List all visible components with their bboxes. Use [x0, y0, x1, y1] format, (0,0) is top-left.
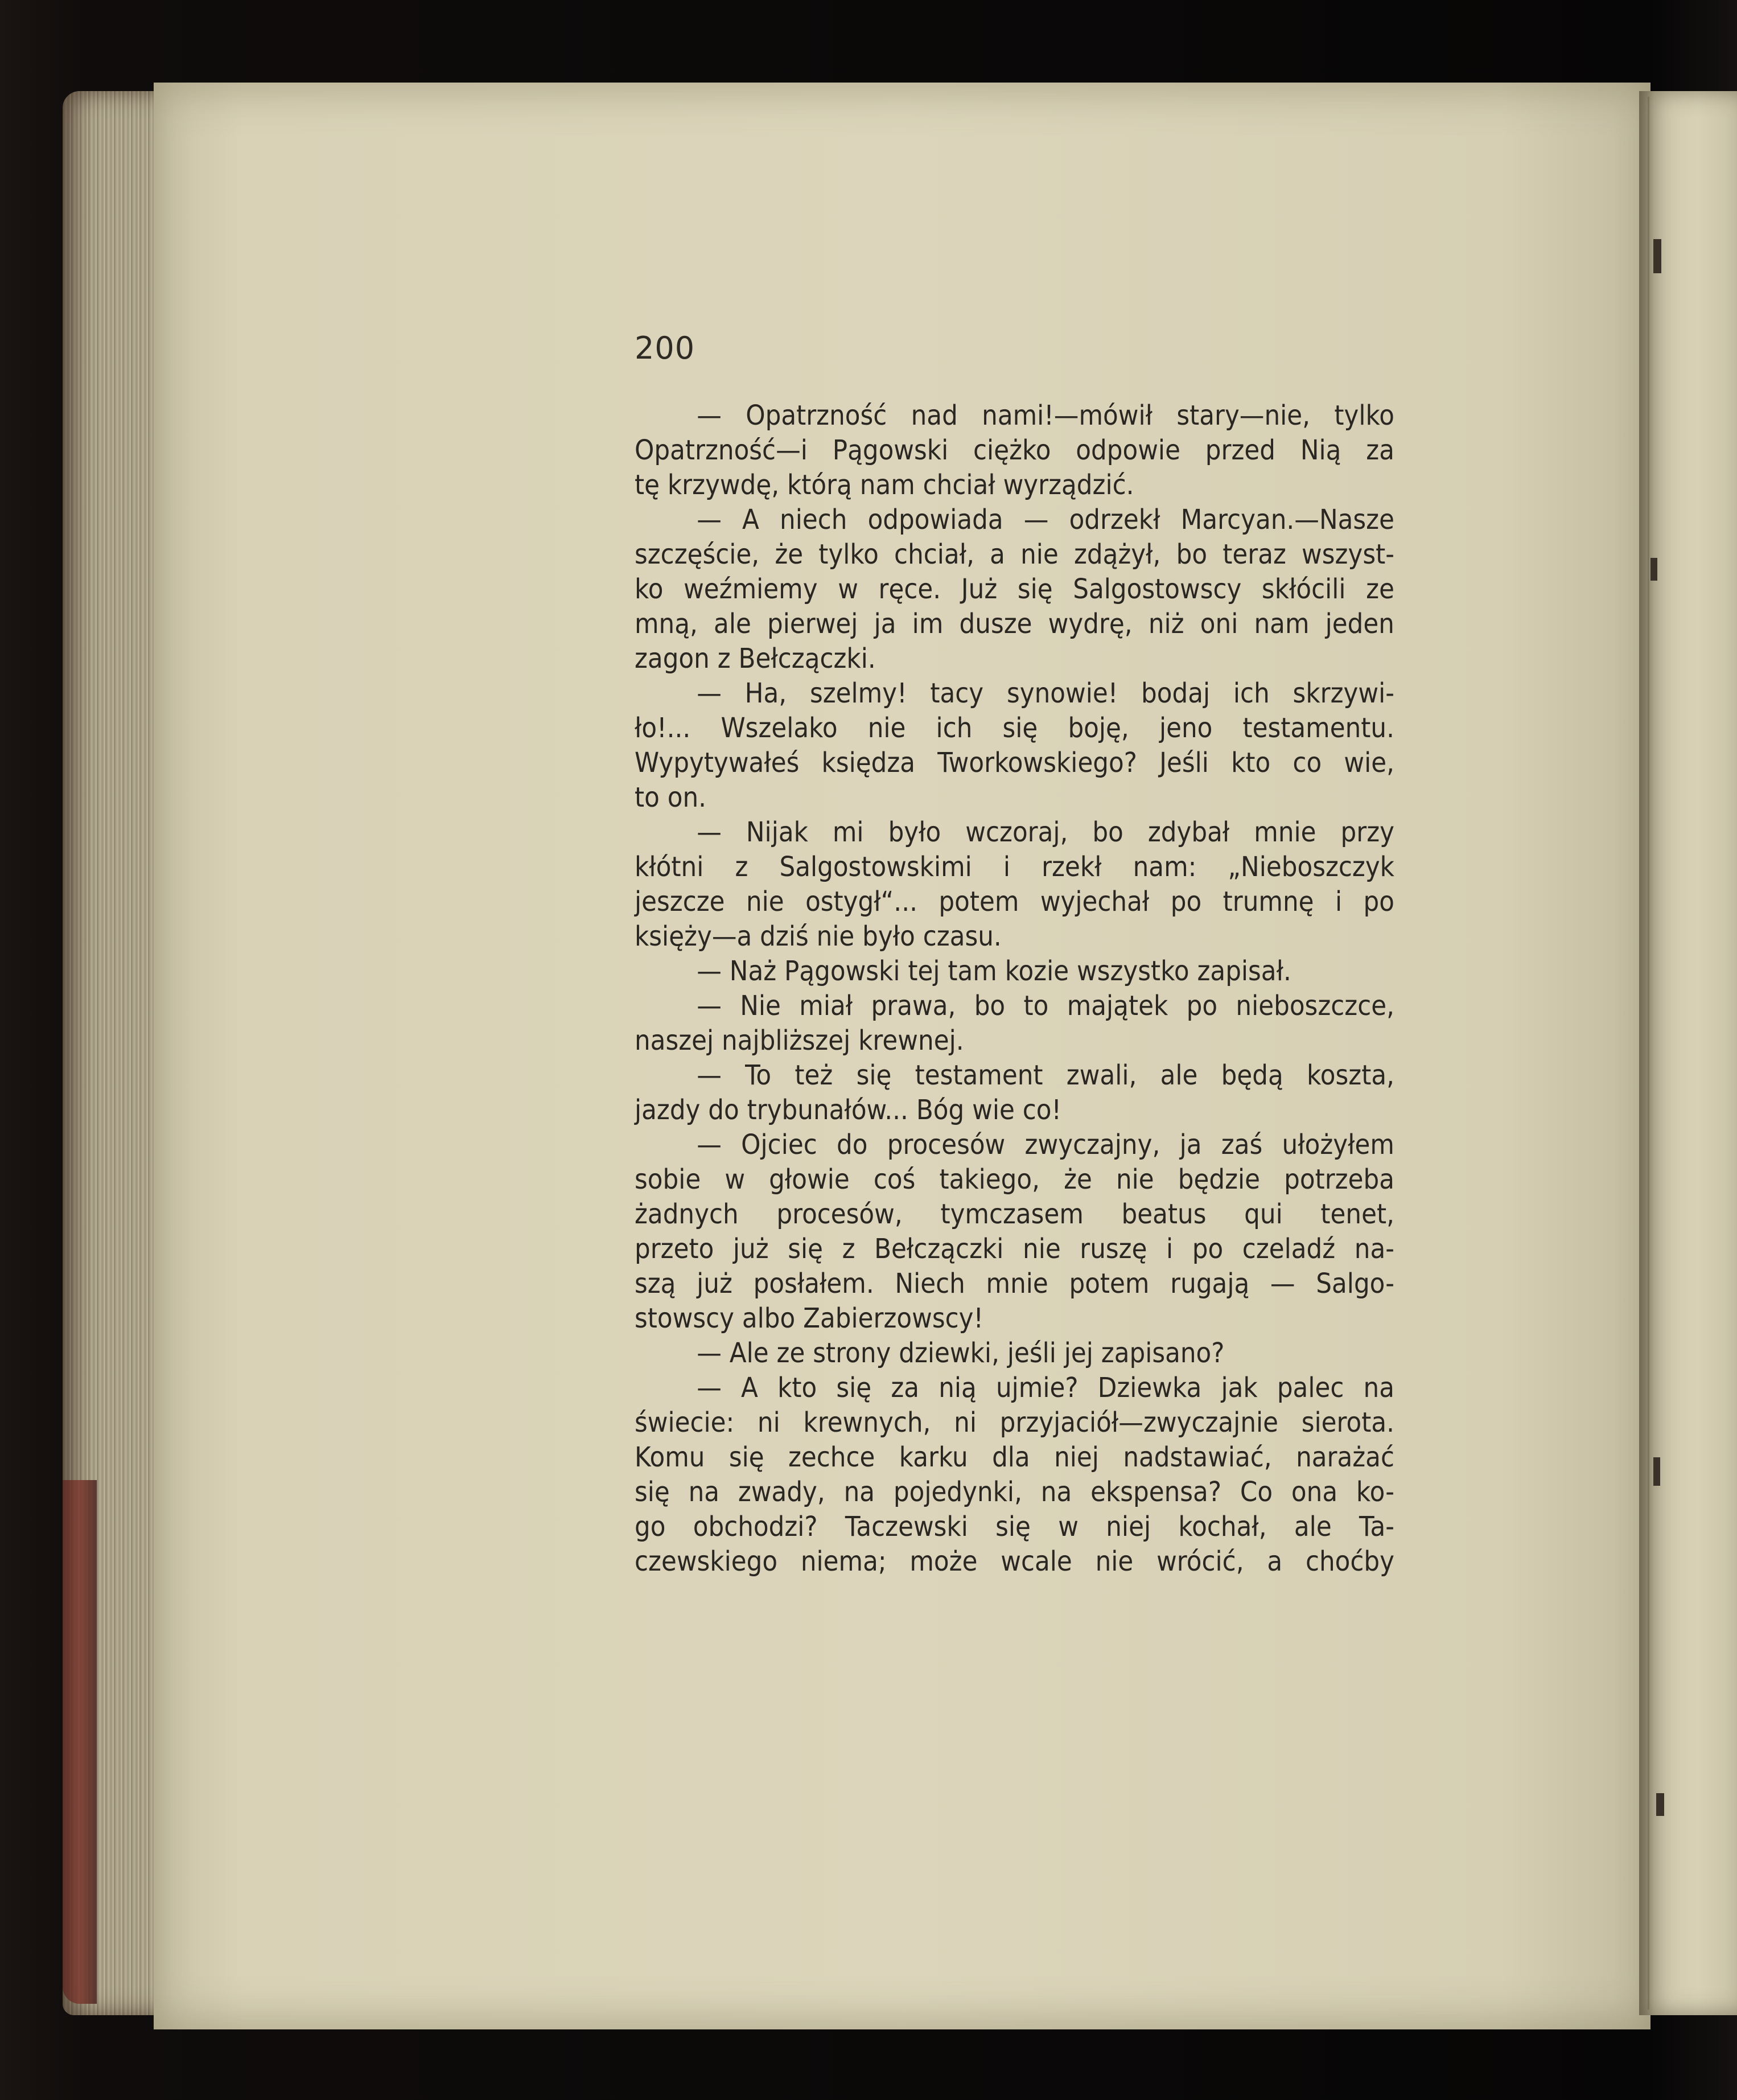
page-number: 200	[635, 330, 695, 366]
text-line: czewskiego niema; może wcale nie wrócić, a choćby	[635, 1546, 1394, 1577]
text-line: Komu się zechce karku dla niej nadstawiać, narażać	[635, 1441, 1394, 1473]
text-line: się na zwady, na pojedynki, na ekspensa? Co ona ko-	[635, 1476, 1394, 1508]
text-line: szą już posłałem. Niech mnie potem rugają — Salgo-	[635, 1268, 1394, 1300]
text-line: — Ojciec do procesów zwyczajny, ja zaś ułożyłem	[697, 1129, 1394, 1161]
text-line: — A niech odpowiada — odrzekł Marcyan.—Nasze	[697, 504, 1394, 536]
text-line: żadnych procesów, tymczasem beatus qui tenet,	[635, 1198, 1394, 1230]
text-line: — Ale ze strony dziewki, jeśli jej zapisano?	[697, 1337, 1225, 1369]
text-line: szczęście, że tylko chciał, a nie zdążył, bo teraz wszyst-	[635, 539, 1394, 570]
text-line: stowscy albo Zabierzowscy!	[635, 1302, 983, 1334]
body-text	[635, 398, 1394, 1579]
text-line: Wypytywałeś księdza Tworkowskiego? Jeśli kto co wie,	[635, 747, 1394, 779]
text-line: jeszcze nie ostygł“... potem wyjechał po trumnę i po	[635, 886, 1394, 918]
text-line: go obchodzi? Taczewski się w niej kochał, ale Ta-	[635, 1511, 1394, 1543]
text-line: naszej najbliższej krewnej.	[635, 1025, 964, 1057]
book-cover-edge	[63, 1480, 97, 2004]
text-line: — Nie miał prawa, bo to majątek po nieboszczce,	[697, 990, 1394, 1022]
text-line: ło!... Wszelako nie ich się boję, jeno testamentu.	[635, 712, 1394, 744]
text-line: — A kto się za nią ujmie? Dziewka jak palec na	[697, 1372, 1394, 1404]
binding-mark	[1656, 1793, 1664, 1816]
text-line: tę krzywdę, którą nam chciał wyrządzić.	[635, 469, 1134, 501]
text-line: zagon z Bełczączki.	[635, 643, 876, 675]
text-line: przeto już się z Bełczączki nie ruszę i po czeladź na-	[635, 1233, 1394, 1265]
text-line: — Ha, szelmy! tacy synowie! bodaj ich skrzywi-	[697, 677, 1394, 709]
gutter-line	[1648, 97, 1649, 2009]
text-line: ko weźmiemy w ręce. Już się Salgostowscy skłócili ze	[635, 573, 1394, 605]
text-line: — Nijak mi było wczoraj, bo zdybał mnie przy	[697, 816, 1394, 848]
text-line: Opatrzność—i Pągowski ciężko odpowie przed Nią za	[635, 434, 1394, 466]
text-line: świecie: ni krewnych, ni przyjaciół—zwyczajnie sierota.	[635, 1407, 1394, 1439]
text-line: jazdy do trybunałów... Bóg wie co!	[635, 1094, 1061, 1126]
text-line: to on.	[635, 782, 707, 813]
text-line: kłótni z Salgostowskimi i rzekł nam: „Nieboszczyk	[635, 851, 1394, 883]
facing-page	[1639, 91, 1737, 2015]
text-line: księży—a dziś nie było czasu.	[635, 920, 1002, 952]
binding-mark	[1650, 558, 1657, 581]
text-line: — Naż Pągowski tej tam kozie wszystko zapisał.	[697, 955, 1291, 987]
text-line: mną, ale pierwej ja im dusze wydrę, niż oni nam jeden	[635, 608, 1394, 640]
binding-mark	[1653, 239, 1661, 273]
text-line: sobie w głowie coś takiego, że nie będzie potrzeba	[635, 1164, 1394, 1195]
binding-mark	[1653, 1457, 1660, 1486]
text-line: — Opatrzność nad nami!—mówił stary—nie, tylko	[697, 400, 1394, 431]
text-line: — To też się testament zwali, ale będą koszta,	[697, 1059, 1394, 1091]
